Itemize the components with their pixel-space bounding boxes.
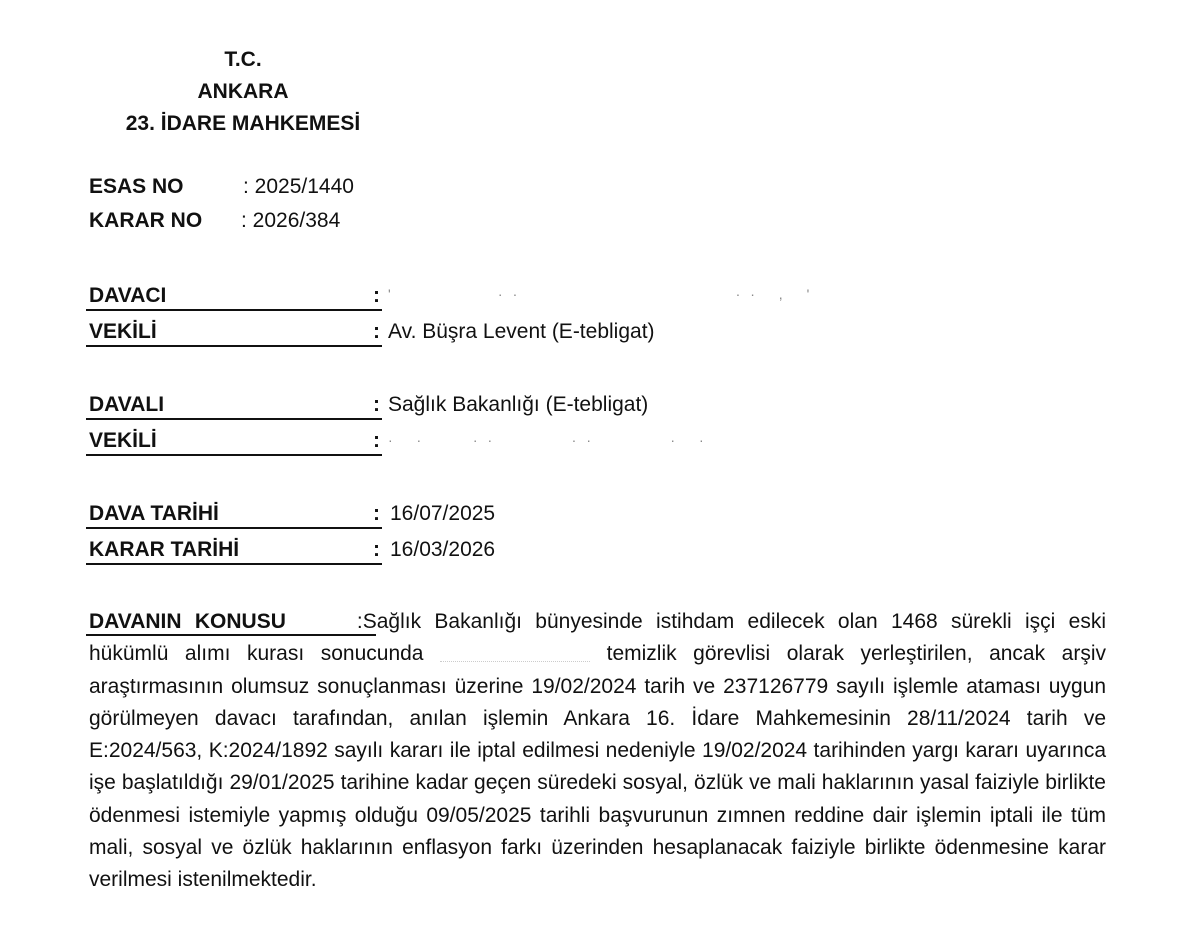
davali-value: Sağlık Bakanlığı (E-tebligat) (388, 393, 649, 416)
case-subject-paragraph (89, 606, 1106, 897)
davali-vekili-colon: : (373, 429, 380, 452)
davali-label: DAVALI (89, 393, 165, 416)
karar-no-value: : 2026/384 (241, 209, 341, 232)
karar-tarihi-value: 16/03/2026 (390, 538, 496, 561)
esas-no-label: ESAS NO (89, 175, 184, 198)
davaci-redacted: ' ·· ·· , ' (388, 286, 820, 302)
dava-tarihi-value: 16/07/2025 (390, 502, 496, 525)
davali-vekili-redacted: · · ·· ·· · · (388, 432, 714, 448)
davaci-vekili-label: VEKİLİ (89, 320, 157, 343)
court-header-city: ANKARA (197, 80, 289, 103)
davaci-underline (86, 309, 382, 311)
dava-tarihi-colon: : (373, 502, 380, 525)
karar-no-label: KARAR NO (89, 209, 203, 232)
davaci-vekili-colon: : (373, 320, 380, 343)
dava-tarihi-underline (86, 527, 382, 529)
case-subject-text-2: temizlik görevlisi olarak yerleştirilen, ancak arşiv araştırmasının olumsuz sonuçlanması üzerine 19/02/2024 tarih ve 237126779 sayılı işlemle ataması uygun görülmeyen davacı tarafından, anılan işlemin Ankara 16. İdare Mahkemesinin 28/11/2024 tarih ve E:2024/563, K:2024/1892 sayılı kararı ile iptal edilmesi nedeniyle 19/02/2024 tarihinden yargı kararı uyarınca işe başlatıldığı 29/01/2025 tarihine kadar geçen süredeki sosyal, özlük ve mali haklarının yasal faiziyle birlikte ödenmesi istemiyle yapmış olduğu 09/05/2025 tarihli başvurunun zımnen reddine dair işlemin iptali ile tüm mali, sosyal ve özlük haklarının enflasyon farkı üzerinden hesaplanacak faiziyle birlikte ödenmesine karar verilmesi istenilmektedir. (89, 642, 1107, 892)
davali-vekili-label: VEKİLİ (89, 429, 157, 452)
davaci-vekili-underline (86, 345, 382, 347)
davali-colon: : (373, 393, 380, 416)
esas-no-value: : 2025/1440 (243, 175, 354, 198)
court-header-name: 23. İDARE MAHKEMESİ (125, 112, 361, 135)
case-subject-text-1: :Sağlık Bakanlığı bünyesinde istihdam edilecek olan 1468 sürekli işçi eski hükümlü alımı kurası sonucunda (89, 610, 1107, 666)
redacted-placement (440, 647, 590, 662)
davaci-label: DAVACI (89, 284, 167, 307)
karar-tarihi-colon: : (373, 538, 380, 561)
dava-tarihi-label: DAVA TARİHİ (89, 502, 219, 525)
case-subject-label: DAVANIN KONUSU (89, 610, 286, 633)
karar-tarihi-underline (86, 563, 382, 565)
davaci-vekili-value: Av. Büşra Levent (E-tebligat) (388, 320, 655, 343)
davaci-colon: : (373, 284, 380, 307)
davali-vekili-underline (86, 454, 382, 456)
court-header-tc: T.C. (224, 48, 262, 71)
karar-tarihi-label: KARAR TARİHİ (89, 538, 240, 561)
davali-underline (86, 418, 382, 420)
